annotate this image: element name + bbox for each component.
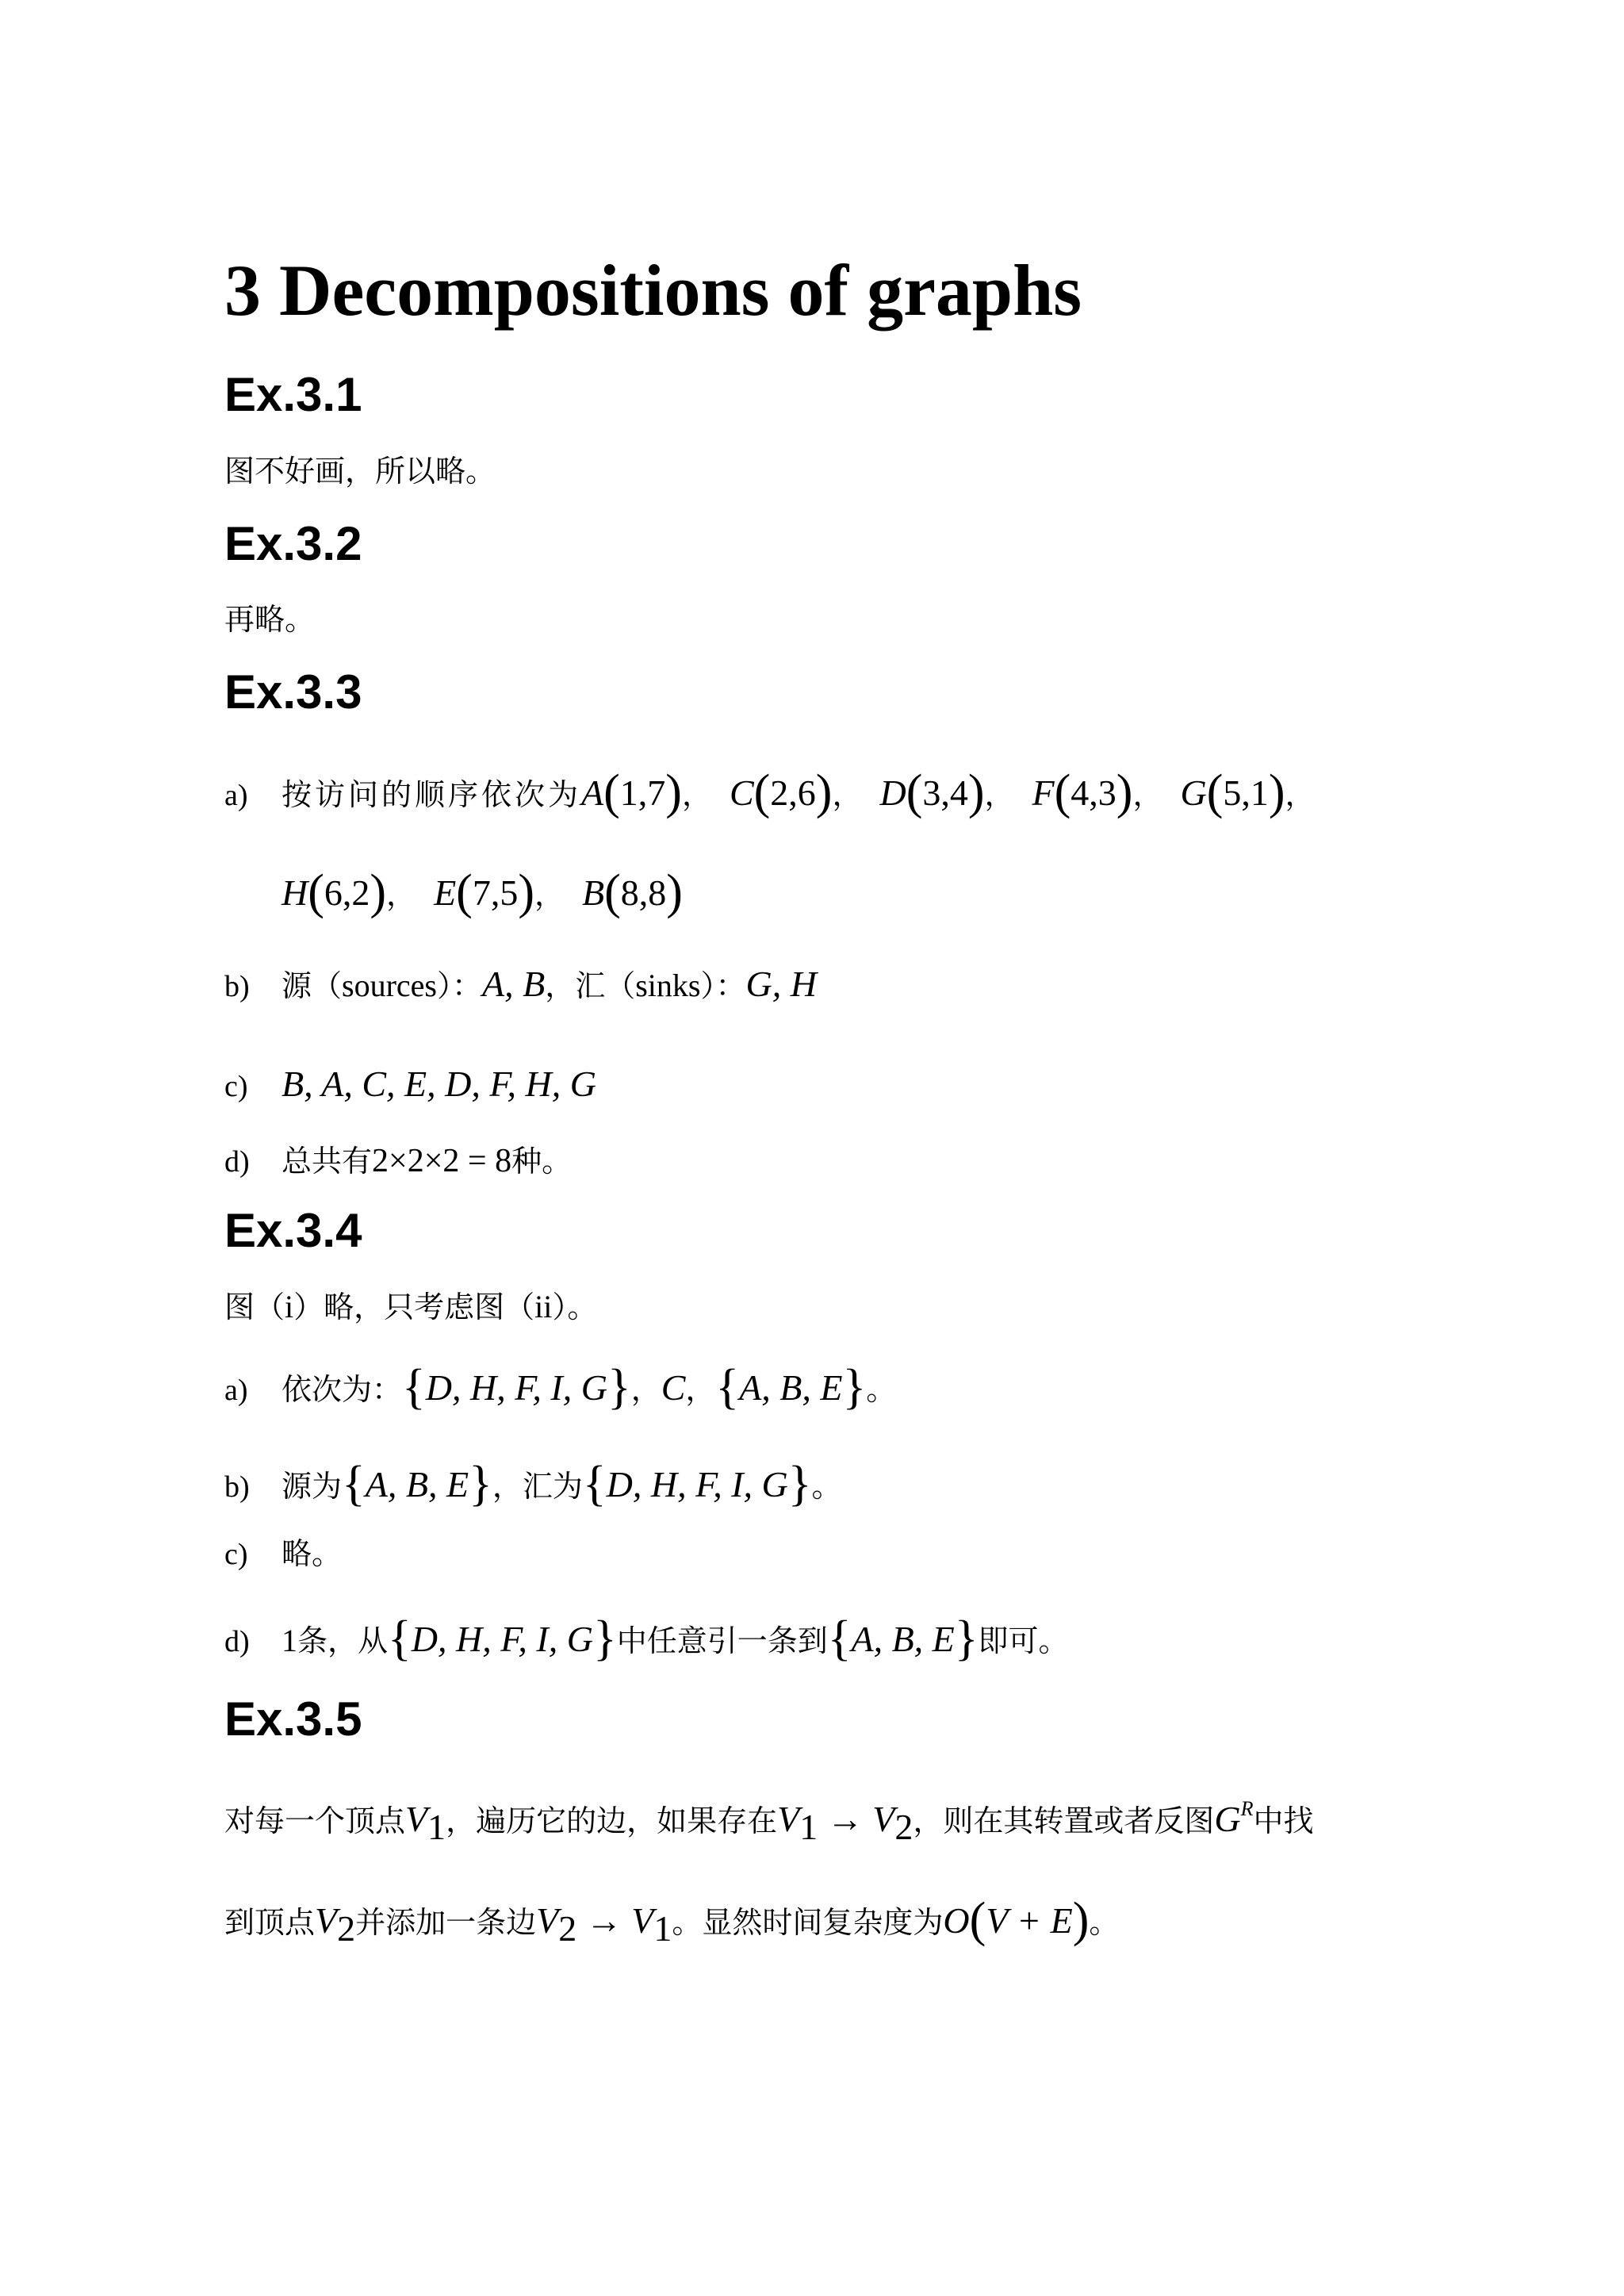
visit-separator: ，	[1132, 777, 1163, 812]
paren-close: )	[666, 865, 683, 919]
ex34-d	[224, 1614, 1069, 1663]
ex35-p1-c: ，则在其转置或者反图	[913, 1803, 1215, 1838]
ex34-d-set1: D, H, F, I, G	[411, 1619, 593, 1659]
ex33-c	[224, 1066, 596, 1102]
ex33-b	[224, 966, 817, 1002]
ex35-para1	[224, 1799, 1314, 1846]
ex33-b-src-en: sources	[342, 968, 437, 1003]
visit-vertex: G	[1180, 772, 1207, 813]
ex33-b-sink-close: ）：	[700, 968, 746, 1003]
visit-times: 5,1	[1223, 772, 1269, 813]
visit-times: 3,4	[922, 772, 968, 813]
paren-close: )	[967, 765, 985, 819]
paren-close: )	[1072, 1893, 1090, 1947]
ex34-intro	[224, 1291, 597, 1323]
ex35-heading: Ex.3.5	[224, 1692, 362, 1746]
vertex-v: V	[405, 1799, 428, 1839]
paren-open: (	[1054, 765, 1071, 819]
brace-open-3: {	[342, 1457, 366, 1511]
visit-entry	[282, 865, 417, 919]
visit-times: 4,3	[1071, 772, 1116, 813]
brace-open-5: {	[388, 1612, 412, 1665]
ex33-b-src: 源（	[282, 968, 343, 1003]
brace-open-2: {	[715, 1360, 740, 1414]
vertex-v: V	[315, 1900, 338, 1941]
ex33-b-sink: 汇（	[575, 968, 636, 1003]
paren-open: (	[906, 765, 923, 819]
paren-open: (	[753, 765, 771, 819]
visit-times: 8,8	[620, 872, 667, 913]
ex33-d-suffix: 种。	[511, 1144, 573, 1179]
ex34-c-text: 略。	[282, 1536, 343, 1571]
visit-vertex: D	[879, 772, 906, 813]
ex33-a-label: a)	[224, 779, 248, 812]
ex34-a-set2: A, B, E	[739, 1367, 843, 1408]
paren-open: (	[456, 865, 473, 919]
ex33-a-line2	[282, 865, 700, 919]
ex34-a-label: a)	[224, 1374, 248, 1407]
ex33-a-visit-list-2	[282, 865, 700, 919]
ex34-b-src-set: A, B, E	[365, 1464, 469, 1504]
paren-open: (	[603, 765, 620, 819]
ex33-b-src-close: ）：	[436, 968, 482, 1003]
visit-separator: ，	[386, 877, 417, 912]
ex34-d-set2: A, B, E	[851, 1619, 955, 1659]
brace-open-6: {	[827, 1612, 852, 1665]
ex33-b-sep: ，	[545, 968, 576, 1003]
visit-entry	[434, 865, 565, 919]
ex33-b-sink-en: sinks	[635, 968, 701, 1003]
sup-r: R	[1240, 1797, 1254, 1820]
arrow-icon: →	[585, 1900, 622, 1941]
ex34-d-label: d)	[224, 1625, 250, 1658]
brace-close-3: }	[469, 1457, 492, 1511]
ex33-c-order: B, A, C, E, D, F, H, G	[282, 1064, 596, 1104]
ex35-p1-d: 中找	[1253, 1803, 1314, 1838]
paren-close: )	[370, 865, 387, 919]
brace-close-1: }	[607, 1360, 631, 1414]
ex33-d	[224, 1144, 572, 1178]
vertex-v: V	[631, 1900, 654, 1941]
ex34-intro-2: ）略，只考虑图（	[293, 1290, 535, 1324]
ex33-d-prefix: 总共有	[282, 1144, 373, 1179]
ex33-d-expr: 2×2×2 = 8	[372, 1143, 512, 1179]
complexity-inner: V + E	[986, 1900, 1073, 1941]
sub-1: 1	[653, 1908, 672, 1949]
brace-close-2: }	[842, 1360, 867, 1414]
sub-1: 1	[427, 1807, 446, 1847]
ex35-p2-a: 到顶点	[224, 1905, 316, 1940]
ex34-c	[224, 1536, 343, 1571]
ex34-b-src: 源为	[282, 1469, 343, 1504]
visit-vertex: A	[581, 772, 604, 813]
visit-vertex: B	[582, 872, 605, 913]
visit-entry	[879, 765, 1015, 819]
ex35-p2-c: 。显然时间复杂度为	[672, 1905, 944, 1940]
ex31-text: 图不好画，所以略。	[224, 454, 496, 489]
ex34-b-label: b)	[224, 1470, 250, 1504]
paren-close: )	[518, 865, 534, 919]
ex33-a-line1	[224, 765, 1333, 819]
ex34-a-set1: D, H, F, I, G	[425, 1367, 607, 1408]
ex34-heading: Ex.3.4	[224, 1204, 362, 1257]
ex35-para2	[224, 1895, 1119, 1947]
paren-close: )	[1268, 765, 1285, 819]
ex33-b-src-vals: A, B	[482, 964, 546, 1004]
sub-2: 2	[558, 1908, 577, 1949]
ex33-c-label: c)	[224, 1070, 248, 1103]
ex34-c-label: c)	[224, 1538, 248, 1571]
ex32-heading: Ex.3.2	[224, 517, 362, 570]
graph-g: G	[1214, 1799, 1241, 1839]
visit-entry	[729, 765, 863, 819]
ex34-a-comma1: ，	[630, 1372, 661, 1407]
visit-separator: ，	[1285, 777, 1316, 812]
ex34-a-c: C	[661, 1367, 686, 1408]
visit-entry	[582, 865, 683, 919]
paren-close: )	[1116, 765, 1133, 819]
ex34-b-end: 。	[811, 1469, 842, 1504]
visit-entry	[581, 765, 712, 819]
visit-times: 7,5	[472, 872, 519, 913]
ex33-heading: Ex.3.3	[224, 665, 362, 719]
brace-open-1: {	[402, 1360, 426, 1414]
visit-vertex: C	[729, 772, 754, 813]
ex35-p1-a: 对每一个顶点	[224, 1803, 406, 1838]
paren-open: (	[604, 865, 621, 919]
ex34-b-sink-set: D, H, F, I, G	[606, 1464, 788, 1504]
arrow-icon: →	[826, 1799, 864, 1839]
visit-vertex: E	[434, 872, 457, 913]
visit-separator: ，	[534, 877, 565, 912]
visit-entry	[1180, 765, 1316, 819]
brace-close-6: }	[954, 1612, 979, 1665]
brace-open-4: {	[582, 1457, 607, 1511]
ex34-d-text3: 即可。	[978, 1623, 1069, 1658]
ex33-d-label: d)	[224, 1145, 250, 1179]
ex35-p1-b: ，遍历它的边，如果存在	[446, 1803, 778, 1838]
visit-times: 6,2	[324, 872, 370, 913]
ex34-intro-1: 图（	[224, 1290, 285, 1324]
ex31-heading: Ex.3.1	[224, 368, 362, 421]
vertex-v: V	[872, 1799, 895, 1839]
ex33-a-prefix: 按访问的顺序依次为	[282, 777, 582, 812]
ex35-p2-b: 并添加一条边	[355, 1905, 537, 1940]
ex33-b-label: b)	[224, 970, 250, 1003]
brace-close-5: }	[592, 1612, 617, 1665]
ex34-intro-ii: ii	[534, 1289, 553, 1324]
ex32-text: 再略。	[224, 602, 316, 637]
ex33-b-sink-vals: G, H	[745, 964, 817, 1004]
sub-2: 2	[337, 1908, 356, 1949]
vertex-v: V	[777, 1799, 800, 1839]
ex34-intro-3: ）。	[552, 1290, 598, 1324]
chapter-title: 3 Decompositions of graphs	[224, 250, 1082, 331]
ex34-intro-i: i	[285, 1289, 294, 1324]
visit-times: 1,7	[619, 772, 666, 813]
ex34-a	[224, 1360, 897, 1414]
paren-open: (	[1206, 765, 1224, 819]
brace-close-4: }	[787, 1457, 812, 1511]
paren-open: (	[969, 1893, 986, 1947]
ex34-d-text1: 条，从	[297, 1623, 389, 1658]
visit-separator: ，	[832, 777, 863, 812]
ex34-a-prefix: 依次为：	[282, 1372, 403, 1407]
paren-close: )	[665, 765, 682, 819]
ex34-a-comma2: ，	[685, 1372, 716, 1407]
visit-vertex: H	[282, 872, 308, 913]
visit-entry	[1032, 765, 1163, 819]
ex34-d-num: 1	[282, 1623, 297, 1658]
ex34-a-end: 。	[866, 1372, 897, 1407]
paren-open: (	[308, 865, 324, 919]
sub-1: 1	[799, 1807, 818, 1847]
ex34-d-text2: 中任意引一条到	[616, 1623, 828, 1658]
paren-close: )	[815, 765, 833, 819]
visit-vertex: F	[1032, 772, 1055, 813]
ex34-b-sep: ，汇为	[492, 1469, 583, 1504]
visit-times: 2,6	[770, 772, 816, 813]
sub-2: 2	[894, 1807, 914, 1847]
vertex-v: V	[536, 1900, 559, 1941]
ex34-b	[224, 1457, 842, 1511]
ex35-p2-d: 。	[1089, 1905, 1120, 1940]
complexity-o: O	[943, 1900, 970, 1941]
ex33-a-visit-list-1	[581, 765, 1333, 819]
visit-separator: ，	[681, 777, 712, 812]
visit-separator: ，	[984, 777, 1015, 812]
